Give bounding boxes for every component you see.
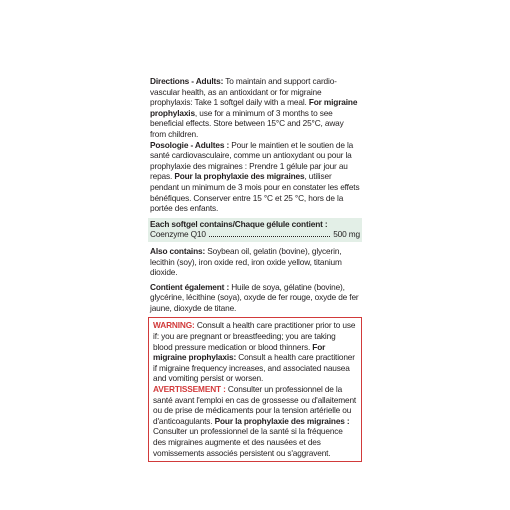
posologie-text: Pour le maintien et le soutien de la santé cardiovasculaire, comme un antioxydant ou pour la prophylaxie des migraines : Prendre 1 gélule par jour au repas.: [150, 139, 354, 182]
dot-leader: [209, 235, 330, 237]
ingredients-heading: Each softgel contains/Chaque gélule contient :: [150, 218, 328, 229]
also-contains-french: [150, 282, 360, 314]
contient-text: Huile de soya, gélatine (bovine), glycérine, lécithine (soya), oxyde de fer rouge, oxyde de fer jaune, dioxyde de titane.: [150, 281, 359, 313]
posologie-migraine-text: , utiliser pendant un minimum de 3 mois pour en constater les effets bénéfiques. Conserver entre 15 °C et 25 °C, hors de la portée des enfants.: [150, 171, 360, 214]
avertissement-migraine-heading: Pour la prophylaxie des migraines :: [214, 415, 350, 426]
directions-migraine-heading: For migraine prophylaxis: [150, 97, 358, 118]
warning-heading: WARNING:: [153, 320, 195, 331]
directions-english: [150, 76, 360, 140]
avertissement-heading: AVERTISSEMENT :: [153, 384, 226, 395]
avertissement-text: Consulter un professionnel de la santé avant l'emploi en cas de grossesse ou d'allaitement ou de prise de médicaments pour la tension artérielle ou d'anticoagulants.: [153, 384, 357, 426]
also-contains-english: [150, 246, 360, 278]
ingredient-amount: 500 mg: [333, 229, 360, 240]
warning-english: [153, 320, 357, 384]
also-contains-text: Soybean oil, gelatin (bovine), glycerin, lecithin (soy), iron oxide red, iron oxide yellow, titanium dioxide.: [150, 245, 342, 278]
posologie-migraine-heading: Pour la prophylaxie des migraines: [174, 171, 305, 182]
ingredient-name: Coenzyme Q10: [150, 229, 206, 240]
ingredients-panel: [148, 218, 362, 242]
contient-heading: Contient également :: [150, 281, 230, 292]
directions-migraine-text: , use for a minimum of 3 months to see beneficial effects. Store between 15°C and 25°C, away from children.: [150, 107, 344, 139]
directions-french: [150, 140, 360, 214]
warning-migraine-heading: For migraine prophylaxis:: [153, 341, 326, 363]
warning-text: Consult a health care practitioner prior to use if: you are pregnant or breastfeeding; you are taking blood pressure medication or blood thinners.: [153, 320, 356, 352]
warning-migraine-text: Consult a health care practitioner if migraine frequency increases, and associated nausea and vomiting persist or worsen.: [153, 352, 355, 384]
supplement-label-panel: [150, 76, 360, 462]
also-contains-heading: Also contains:: [150, 245, 206, 256]
posologie-heading: Posologie - Adultes :: [150, 139, 230, 150]
avertissement-migraine-text: Consulter un professionnel de la santé si la fréquence des migraines augmente et des nausées et des vomissements associés persistent ou s'aggravent.: [153, 426, 343, 458]
directions-heading: Directions - Adults:: [150, 76, 224, 86]
ingredient-row: [150, 229, 360, 240]
warning-french: [153, 384, 357, 458]
warning-box: [148, 317, 362, 462]
directions-text: To maintain and support cardio-vascular health, as an antioxidant or for migraine prophylaxis: Take 1 softgel daily with a meal.: [150, 76, 337, 108]
